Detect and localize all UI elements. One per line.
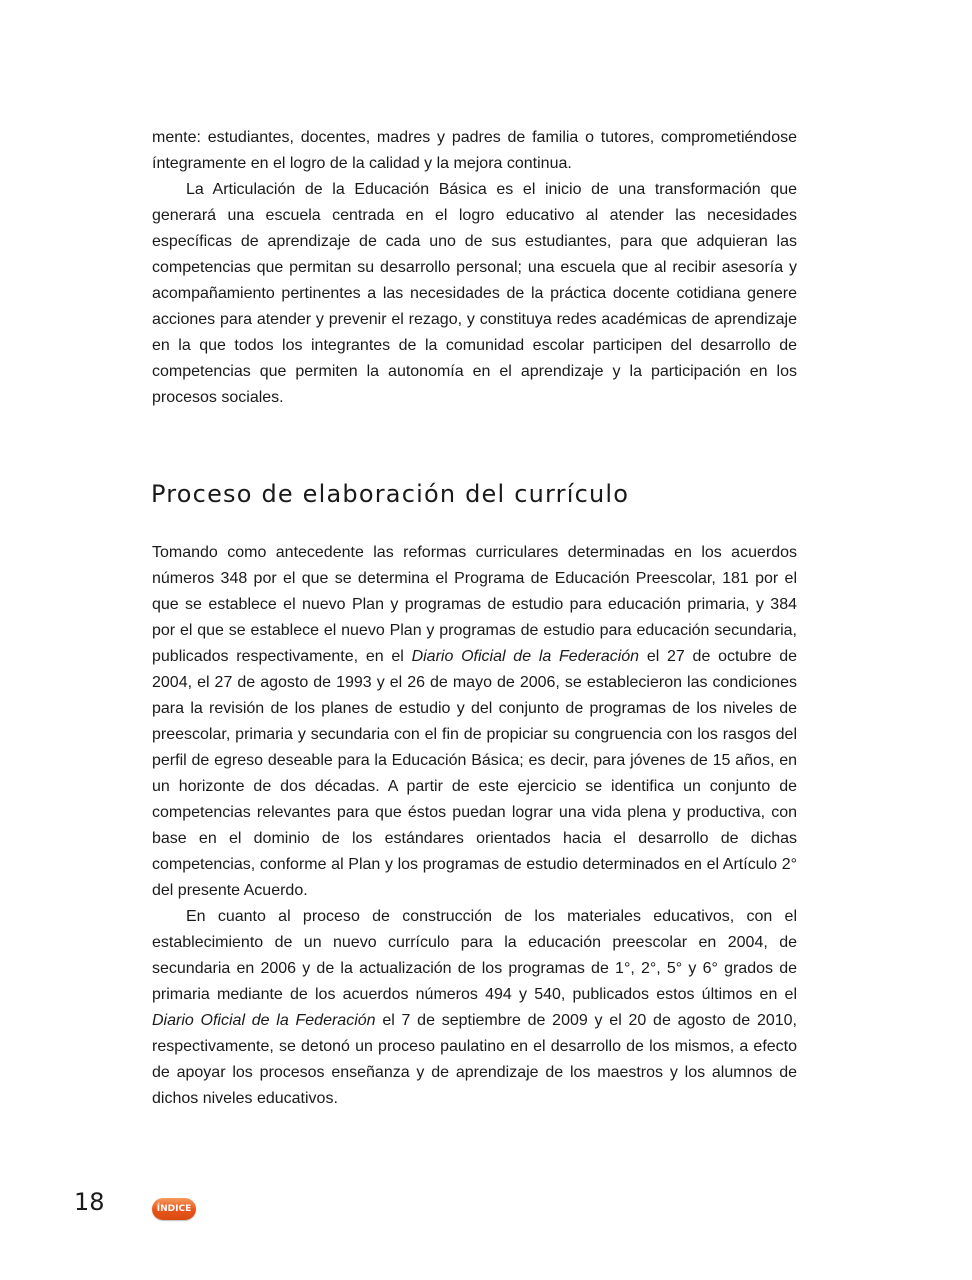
paragraph [152, 125, 797, 177]
text-segment: el 27 de octubre de 2004, el 27 de agosto de 1993 y el 26 de mayo de 2006, se establecieron las condiciones para la revisión de los planes de estudio y del conjunto de programas de los niveles de preescolar, primaria y secundaria con el fin de propiciar su congruencia con los rasgos del perfil de egreso deseable para la Educación Básica; es decir, para jóvenes de 15 años, en un horizonte de dos décadas. A partir de este ejercicio se identifica un conjunto de competencias relevantes para que éstos puedan lograr una vida plena y productiva, con base en el dominio de los estándares orientados hacia el desarrollo de dichas competencias, conforme al Plan y los programas de estudio determinados en el Artículo 2° del presente Acuerdo. [152, 648, 797, 899]
text-segment: el 7 de septiembre de 2009 y el 20 de agosto de 2010, respectivamente, se detonó un proceso paulatino en el desarrollo de los mismos, a efecto de apoyar los procesos enseñanza y de aprendizaje de los maestros y los alumnos de dichos niveles educativos. [152, 1012, 797, 1107]
page-number: 18 [74, 1188, 105, 1216]
italic-citation: Diario Oficial de la Federación [411, 648, 640, 665]
section-heading: Proceso de elaboración del currículo [151, 480, 630, 508]
paragraph [152, 904, 797, 1112]
text-segment: Tomando como antecedente las reformas curriculares determinadas en los acuerdos números 348 por el que se determina el Programa de Educación Preescolar, 181 por el que se establece el nuevo Plan y programas de estudio para educación primaria, y 384 por el que se establece el nuevo Plan y programas de estudio para educación secundaria, publicados respectivamente, en el [152, 544, 797, 665]
paragraph [152, 540, 797, 904]
paragraph [152, 177, 797, 411]
index-button[interactable]: ÍNDICE [152, 1198, 196, 1220]
italic-citation: Diario Oficial de la Federación [152, 1012, 376, 1029]
text-segment: mente: estudiantes, docentes, madres y padres de familia o tutores, comprometiéndose íntegramente en el logro de la calidad y la mejora continua. [152, 129, 797, 172]
text-segment: En cuanto al proceso de construcción de los materiales educativos, con el establecimiento de un nuevo currículo para la educación preescolar en 2004, de secundaria en 2006 y de la actualización de los programas de 1°, 2°, 5° y 6° grados de primaria mediante de los acuerdos números 494 y 540, publicados estos últimos en el [152, 908, 797, 1003]
text-segment: La Articulación de la Educación Básica es el inicio de una transformación que generará una escuela centrada en el logro educativo al atender las necesidades específicas de aprendizaje de cada uno de sus estudiantes, para que adquieran las competencias que permitan su desarrollo personal; una escuela que al recibir asesoría y acompañamiento pertinentes a las necesidades de la práctica docente cotidiana genere acciones para atender y prevenir el rezago, y constituya redes académicas de aprendizaje en la que todos los integrantes de la comunidad escolar participen del desarrollo de competencias que permiten la autonomía en el aprendizaje y la participación en los procesos sociales. [152, 181, 797, 406]
body-text-top [152, 125, 797, 411]
section-body-text [152, 540, 797, 1112]
